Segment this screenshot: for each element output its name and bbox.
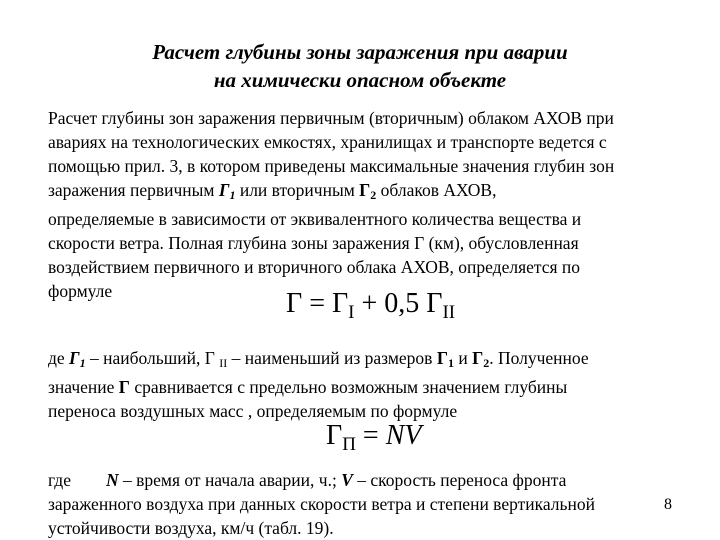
formula-part: + 0,5 Г	[354, 288, 443, 319]
text-fragment: – время от начала аварии, ч.;	[118, 470, 342, 490]
text-line: скорости ветра. Полная глубина зоны заражения Г (км), обусловленная	[48, 233, 579, 253]
text-line: авариях на технологических емкостях, хранилищах и транспорте ведется с	[48, 132, 607, 152]
text-line: зараженного воздуха при данных скорости ветра и степени вертикальной	[48, 494, 595, 514]
text-fragment: – наибольший, Г	[85, 348, 220, 368]
text-fragment: – наименьший из размеров	[227, 348, 437, 368]
symbol-g1-bold	[437, 348, 454, 368]
symbol-g1	[69, 348, 86, 368]
text-fragment: сравнивается с предельно возможным значением глубины	[129, 377, 568, 397]
symbol-letter: Г	[472, 348, 484, 368]
text-fragment: – скорость переноса фронта	[352, 470, 567, 490]
symbol-subscript: 2	[370, 188, 377, 202]
symbol-subscript: 1	[447, 356, 454, 370]
symbol-n: N	[105, 470, 119, 490]
formula-part: =	[355, 420, 386, 451]
formula-transfer-depth	[326, 420, 422, 456]
text-line: помощью прил. 3, в котором приведены максимальные значения глубин зон	[48, 156, 615, 176]
formula-part: NV	[385, 420, 422, 451]
symbol-v: V	[341, 470, 353, 490]
text-fragment: заражения первичным	[48, 180, 219, 200]
text-line: устойчивости воздуха, км/ч (табл. 19).	[48, 518, 334, 538]
symbol-letter: Г	[218, 180, 230, 200]
title-line-1: Расчет глубины зоны заражения при аварии	[152, 40, 568, 64]
paragraph-definitions	[48, 468, 688, 540]
symbol-subscript: II	[219, 356, 228, 370]
symbol-g2-bold	[472, 348, 489, 368]
title-line-2: на химически опасном объекте	[213, 68, 507, 92]
text-fragment: . Полученное	[489, 348, 589, 368]
symbol-letter: Г	[69, 348, 80, 368]
symbol-letter: Г	[436, 348, 448, 368]
symbol-subscript: 2	[483, 356, 490, 370]
slide-title	[0, 38, 720, 94]
text-line	[48, 346, 688, 375]
text-line	[48, 468, 688, 492]
formula-subscript: I	[348, 302, 355, 323]
formula-subscript: II	[442, 302, 456, 323]
formula-part: Г	[326, 420, 343, 451]
text-fragment: где	[48, 470, 106, 490]
text-line	[48, 375, 688, 399]
symbol-g1	[219, 180, 236, 200]
paragraph-intro	[48, 106, 688, 303]
formula-total-depth	[286, 288, 455, 324]
text-line	[48, 178, 688, 207]
formula-subscript: П	[342, 434, 356, 455]
symbol-g2	[359, 180, 376, 200]
text-line: формуле	[48, 281, 113, 301]
text-fragment: де	[48, 348, 70, 368]
symbol-letter: Г	[359, 180, 371, 200]
text-line: определяемые в зависимости от эквивалентного количества вещества и	[48, 209, 582, 229]
formula-part: Г = Г	[286, 288, 349, 319]
text-fragment: и	[453, 348, 473, 368]
text-line: переноса воздушных масс , определяемым по формуле	[48, 401, 458, 421]
symbol-subscript: 1	[229, 188, 236, 202]
text-fragment: облаков АХОВ,	[376, 180, 497, 200]
text-line: Расчет глубины зон заражения первичным (вторичным) облаком АХОВ при	[48, 108, 614, 128]
text-fragment: или вторичным	[235, 180, 360, 200]
symbol-g: Г	[118, 377, 130, 397]
slide-number: 8	[664, 496, 672, 513]
paragraph-explanation	[48, 346, 688, 423]
text-line: воздействием первичного и вторичного облака АХОВ, определяется по	[48, 257, 581, 277]
symbol-subscript: 1	[79, 356, 86, 370]
text-fragment: значение	[48, 377, 119, 397]
